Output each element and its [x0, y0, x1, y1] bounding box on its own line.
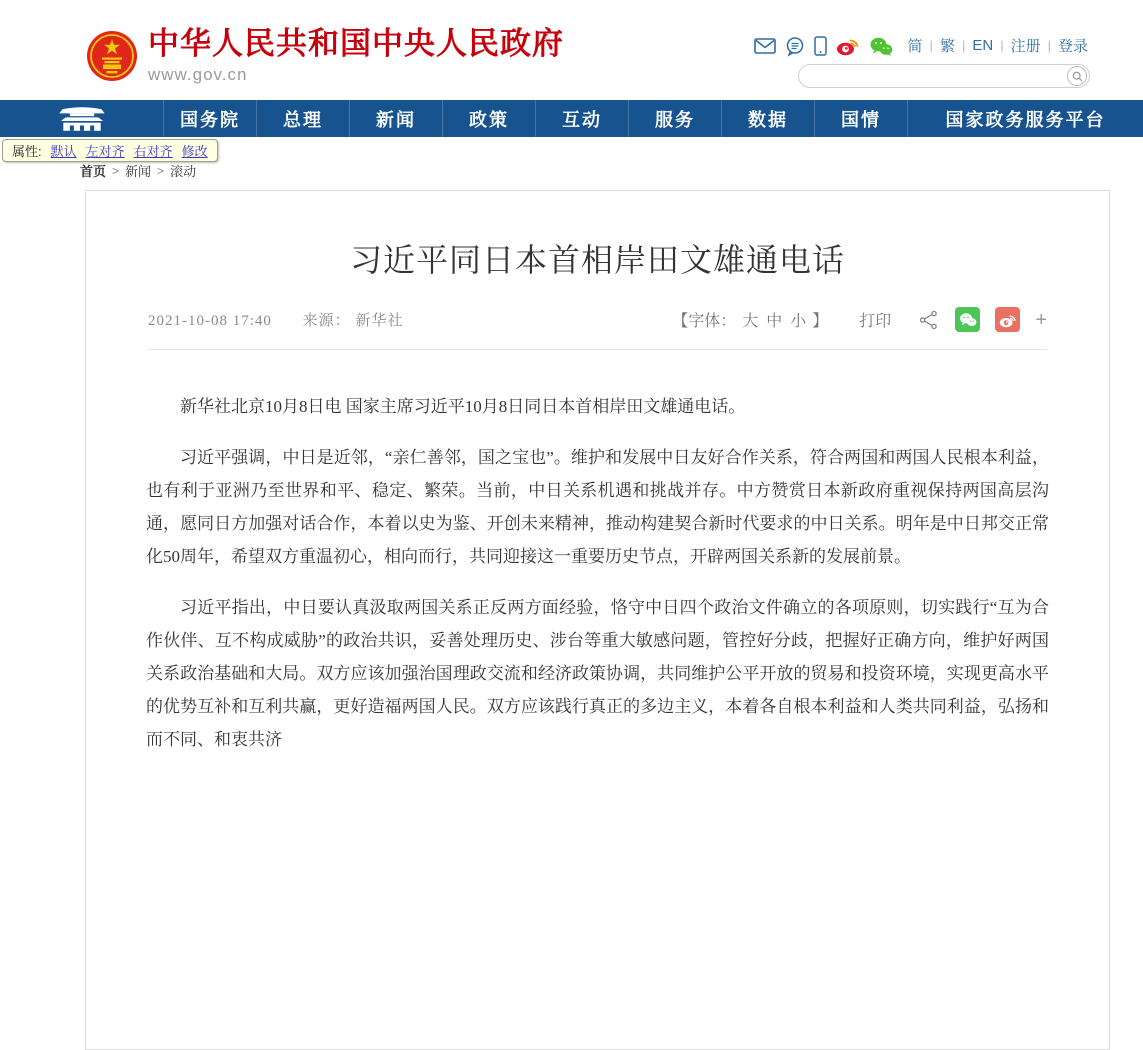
article-body	[146, 390, 1049, 756]
nav-item-shuju[interactable]	[722, 100, 815, 137]
attr-align-left-link[interactable]: 左对齐	[85, 144, 125, 159]
article-paragraph: 习近平强调，中日是近邻，“亲仁善邻，国之宝也”。维护和发展中日友好合作关系，符合两国和两国人民根本利益，也有利于亚洲乃至世界和平、稳定、繁荣。当前，中日关系机遇和挑战并存。中方赞赏日本新政府重视保持两国高层沟通，愿同日方加强对话合作，本着以史为鉴、开创未来精神，推动构建契合新时代要求的中日关系。明年是中日邦交正常化50周年，希望双方重温初心，相向而行，共同迎接这一重要历史节点，开辟两国关系新的发展前景。	[146, 448, 1049, 566]
comment-icon[interactable]	[785, 37, 805, 55]
nav-home-tab[interactable]	[0, 100, 164, 137]
search-bar	[798, 64, 1090, 88]
nav-item-zongli[interactable]	[257, 100, 350, 137]
main-nav	[0, 100, 1143, 137]
source-label: 来源：	[302, 313, 351, 329]
nav-label: 国家政务服务平台	[945, 109, 1106, 130]
search-input[interactable]	[811, 66, 1067, 86]
nav-label: 互动	[562, 109, 602, 130]
attr-align-right-link[interactable]: 右对齐	[133, 144, 173, 159]
site-url: www.gov.cn	[148, 65, 248, 84]
nav-item-zhengce[interactable]	[443, 100, 536, 137]
mail-icon[interactable]	[754, 38, 776, 54]
nav-label: 服务	[655, 109, 695, 130]
breadcrumb	[80, 161, 196, 180]
register-link[interactable]: 注册	[1010, 38, 1041, 55]
nav-label: 数据	[748, 109, 788, 130]
attr-default-link[interactable]: 默认	[50, 144, 77, 159]
article-source: 新华社	[355, 313, 404, 329]
login-link[interactable]: 登录	[1057, 38, 1088, 55]
font-label-open: 【字体：	[672, 313, 737, 330]
search-icon	[1071, 70, 1084, 83]
national-emblem-icon	[86, 30, 138, 82]
link-separator: |	[1000, 38, 1004, 53]
article-card	[85, 190, 1110, 1050]
font-size-large[interactable]: 大	[742, 313, 759, 330]
lang-traditional-link[interactable]: 繁	[939, 38, 955, 55]
nav-label: 新闻	[376, 109, 416, 130]
breadcrumb-home[interactable]: 首页	[80, 164, 107, 179]
breadcrumb-separator: >	[157, 163, 165, 178]
header-utility-bar	[754, 35, 1088, 56]
site-header	[0, 0, 1143, 100]
site-title: 中华人民共和国中央人民政府	[148, 26, 564, 61]
article-meta	[148, 309, 403, 330]
link-separator: |	[1047, 38, 1051, 53]
print-button[interactable]: 打印	[859, 313, 892, 330]
search-button[interactable]	[1067, 66, 1087, 86]
nav-item-gov-service-platform[interactable]	[908, 100, 1143, 137]
nav-item-fuwu[interactable]	[629, 100, 722, 137]
link-separator: |	[961, 38, 966, 53]
article-paragraph: 习近平指出，中日要认真汲取两国关系正反两方面经验，恪守中日四个政治文件确立的各项原则，切实践行“互为合作伙伴、互不构成威胁”的政治共识，妥善处理历史、涉台等重大敏感问题，管控好分歧，把握好正确方向，维护好两国关系政治基础和大局。双方应该加强治国理政交流和经济政策协调，共同维护公平开放的贸易和投资环境，实现更高水平的优势互补和互利共赢，更好造福两国人民。双方应该践行真正的多边主义，本着各自根本利益和人类共同利益，弘扬和而不同、和衷共济	[146, 598, 1049, 749]
font-size-control	[672, 308, 828, 331]
lang-english-link[interactable]: EN	[972, 37, 994, 54]
lang-simplified-link[interactable]: 简	[907, 38, 923, 55]
attribute-label: 属性:	[12, 144, 42, 159]
share-nodes-icon[interactable]	[918, 309, 940, 331]
share-more-button[interactable]: +	[1035, 308, 1047, 331]
nav-label: 国务院	[180, 109, 240, 130]
nav-label: 总理	[283, 109, 323, 130]
article-paragraph: 新华社北京10月8日电 国家主席习近平10月8日同日本首相岸田文雄通电话。	[180, 397, 746, 416]
weibo-icon[interactable]	[836, 35, 860, 56]
breadcrumb-news[interactable]: 新闻	[125, 164, 152, 179]
article-title: 习近平同日本首相岸田文雄通电话	[349, 242, 845, 278]
article-meta-row	[148, 307, 1047, 350]
article-toolbar	[672, 307, 1047, 332]
header-links	[908, 35, 1088, 56]
breadcrumb-scroll[interactable]: 滚动	[170, 164, 197, 179]
font-label-close: 】	[812, 313, 829, 330]
tiananmen-icon	[56, 106, 108, 132]
nav-label: 国情	[841, 109, 881, 130]
font-size-medium[interactable]: 中	[766, 313, 783, 330]
site-logo[interactable]	[86, 26, 564, 85]
font-size-small[interactable]: 小	[790, 313, 807, 330]
nav-item-xinwen[interactable]	[350, 100, 443, 137]
attr-modify-link[interactable]: 修改	[181, 144, 208, 159]
nav-label: 政策	[469, 109, 509, 130]
weibo-share-icon[interactable]	[995, 307, 1020, 332]
nav-item-guowuyuan[interactable]	[164, 100, 257, 137]
attribute-tooltip	[2, 139, 218, 162]
mobile-icon[interactable]	[814, 36, 827, 56]
article-date: 2021-10-08 17:40	[148, 313, 272, 329]
link-separator: |	[929, 38, 933, 53]
nav-item-guoqing[interactable]	[815, 100, 908, 137]
breadcrumb-separator: >	[112, 163, 120, 178]
wechat-icon[interactable]	[869, 36, 893, 56]
nav-item-hudong[interactable]	[536, 100, 629, 137]
wechat-share-icon[interactable]	[955, 307, 980, 332]
